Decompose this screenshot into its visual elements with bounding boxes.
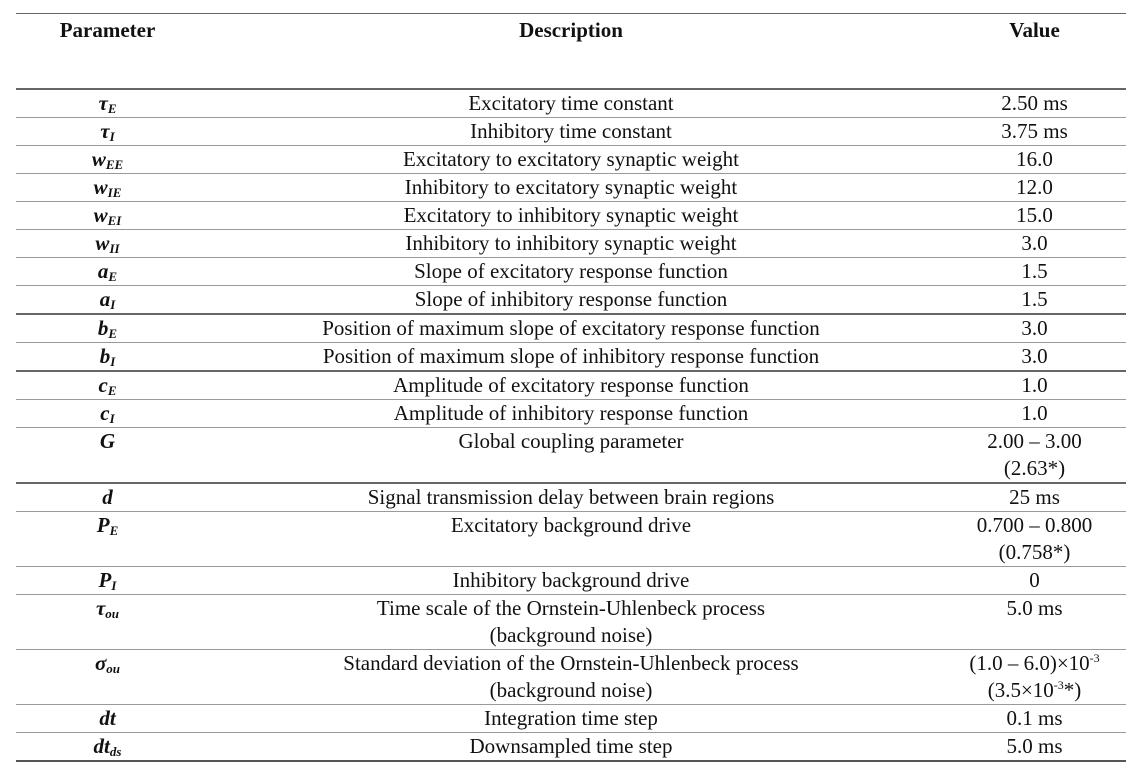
parameter-symbol [100,401,114,425]
value-cell [943,118,1126,146]
value-text: 3.0 [1021,231,1048,255]
parameter-cell [16,146,199,174]
description-text: Excitatory to inhibitory synaptic weight [403,203,739,227]
parameter-cell [16,371,199,400]
symbol-subscript: E [107,383,117,398]
value-text: 16.0 [1016,147,1053,171]
parameter-cell [16,705,199,733]
value-text: 2.00 – 3.00 [987,429,1082,453]
value-text: 2.50 ms [1001,91,1068,115]
value-cell [943,343,1126,372]
description-text: Inhibitory background drive [452,568,690,592]
value-cell [943,314,1126,343]
table-row [16,512,1126,567]
parameter-symbol [96,596,119,620]
parameter-cell [16,286,199,315]
value-cell [943,595,1126,650]
parameter-cell [16,118,199,146]
symbol-base: τ [98,91,108,115]
value-part: *) [1063,678,1082,702]
parameter-symbol [99,373,117,397]
value-cell [943,202,1126,230]
symbol-base: b [97,316,109,340]
description-cell [199,174,943,202]
value-text: 3.0 [1021,344,1048,368]
description-cell [199,258,943,286]
symbol-base: P [98,568,112,592]
description-cell [199,286,943,315]
parameter-symbol [100,429,115,453]
symbol-subscript: E [108,269,118,284]
parameter-cell [16,483,199,512]
description-text: Inhibitory time constant [470,119,672,143]
symbol-subscript: ou [106,661,121,676]
symbol-base: w [91,147,106,171]
parameter-symbol [95,651,120,675]
description-text: Position of maximum slope of inhibitory response function [322,344,820,368]
value-cell [943,400,1126,428]
parameter-cell [16,595,199,650]
parameter-symbol [94,175,122,199]
symbol-subscript: EI [107,213,122,228]
description-cell [199,371,943,400]
table-row [16,230,1126,258]
description-text: Position of maximum slope of excitatory response function [322,316,820,340]
symbol-subscript: I [109,129,115,144]
parameter-cell [16,343,199,372]
description-cell [199,202,943,230]
description-cell [199,89,943,118]
table-row [16,118,1126,146]
value-cell [943,174,1126,202]
description-cell [199,567,943,595]
value-text: 15.0 [1016,203,1053,227]
symbol-base: w [93,175,108,199]
table-row [16,258,1126,286]
description-text: Integration time step [484,706,658,730]
description-cell [199,146,943,174]
symbol-base: G [99,429,116,453]
parameter-symbol [94,203,122,227]
parameter-cell [16,733,199,762]
parameter-cell [16,174,199,202]
value-text: 0.1 ms [1006,706,1063,730]
parameter-symbol [102,485,113,509]
value-text: 25 ms [1009,485,1060,509]
description-text: Amplitude of excitatory response function [393,373,749,397]
symbol-subscript: I [110,297,116,312]
parameter-cell [16,428,199,484]
value-part: (3.5×10 [987,678,1054,702]
parameter-cell [16,650,199,705]
description-text: Inhibitory to excitatory synaptic weight [404,175,738,199]
value-cell [943,230,1126,258]
table-row [16,371,1126,400]
symbol-subscript: E [108,326,118,341]
value-cell [943,733,1126,762]
value-cell [943,371,1126,400]
table-row [16,650,1126,705]
symbol-base: d [102,485,113,509]
table-row [16,314,1126,343]
value-part: (1.0 – 6.0)×10 [969,651,1090,675]
description-cell [199,400,943,428]
parameter-cell [16,202,199,230]
symbol-subscript: IE [107,185,122,200]
symbol-base: dt [93,734,110,758]
value-cell [943,650,1126,705]
symbol-subscript: ds [109,744,122,759]
symbol-base: σ [94,651,107,675]
table-row [16,483,1126,512]
parameter-symbol [92,147,123,171]
parameter-symbol [100,287,116,311]
description-text: Downsampled time step [469,734,673,758]
description-text: Excitatory background drive [450,513,692,537]
description-cell [199,343,943,372]
description-cell [199,512,943,567]
value-cell [943,512,1126,567]
symbol-base: a [99,287,111,311]
symbol-subscript: EE [105,157,124,172]
parameter-symbol [94,734,122,758]
value-text: (2.63*) [1003,456,1066,480]
symbol-base: dt [99,706,116,730]
value-text [943,677,1126,704]
table-row [16,89,1126,118]
header-row [16,14,1126,90]
parameter-symbol [98,259,117,283]
description-text: Amplitude of inhibitory response function [393,401,749,425]
value-text: 3.75 ms [1001,119,1068,143]
value-text: 0.700 – 0.800 [976,513,1093,537]
symbol-base: w [95,231,110,255]
description-text: Standard deviation of the Ornstein-Uhlenbeck process [343,651,799,675]
description-cell [199,428,943,484]
symbol-base: a [97,259,109,283]
description-cell [199,483,943,512]
description-text: Excitatory to excitatory synaptic weight [403,147,739,171]
value-text [943,650,1126,677]
value-cell [943,483,1126,512]
table-row [16,343,1126,372]
description-text: Slope of inhibitory response function [414,287,728,311]
header-value: Value [943,14,1126,90]
value-text: 12.0 [1016,175,1053,199]
parameter-symbol [99,568,117,592]
table-row [16,428,1126,484]
value-exponent: -3 [1089,651,1100,665]
parameter-table [16,13,1126,762]
value-text: 1.5 [1021,259,1048,283]
value-cell [943,705,1126,733]
symbol-subscript: E [107,101,117,116]
value-text: 3.0 [1021,316,1048,340]
description-cell [199,595,943,650]
description-cell [199,314,943,343]
parameter-symbol [100,119,114,143]
description-cell [199,733,943,762]
description-text: Time scale of the Ornstein-Uhlenbeck process [376,596,766,620]
value-text: 1.0 [1021,401,1048,425]
symbol-subscript: ou [105,606,120,621]
value-text: 1.5 [1021,287,1048,311]
parameter-symbol [100,344,116,368]
symbol-subscript: II [109,241,120,256]
symbol-base: c [98,373,108,397]
table-row [16,286,1126,315]
symbol-base: w [93,203,108,227]
symbol-base: P [96,513,110,537]
value-text: 0 [1029,568,1040,592]
description-cell [199,230,943,258]
description-text: Slope of excitatory response function [414,259,728,283]
table-row [16,146,1126,174]
header-description: Description [199,14,943,90]
parameter-symbol [95,231,119,255]
parameter-cell [16,400,199,428]
value-cell [943,428,1126,484]
description-text: (background noise) [489,678,653,702]
value-text: 1.0 [1021,373,1048,397]
value-cell [943,258,1126,286]
table-row [16,733,1126,762]
value-cell [943,89,1126,118]
description-text: (background noise) [489,623,653,647]
description-cell [199,118,943,146]
parameter-cell [16,89,199,118]
description-text: Signal transmission delay between brain regions [367,485,775,509]
parameter-symbol [98,316,117,340]
parameter-symbol [99,91,117,115]
parameter-cell [16,567,199,595]
description-text: Inhibitory to inhibitory synaptic weight [405,231,737,255]
parameter-symbol [97,513,119,537]
value-text: (0.758*) [998,540,1071,564]
description-text: Excitatory time constant [468,91,674,115]
symbol-subscript: I [109,411,115,426]
symbol-subscript: E [109,523,119,538]
symbol-base: c [100,401,110,425]
value-text: 5.0 ms [1006,734,1063,758]
table-row [16,567,1126,595]
symbol-subscript: I [111,578,117,593]
symbol-subscript: I [110,354,116,369]
table-row [16,202,1126,230]
value-text: 5.0 ms [1006,596,1063,620]
table-row [16,174,1126,202]
value-cell [943,567,1126,595]
table-row [16,705,1126,733]
symbol-base: b [99,344,111,368]
parameter-cell [16,512,199,567]
table-row [16,595,1126,650]
parameter-cell [16,258,199,286]
table-body [16,89,1126,761]
value-cell [943,146,1126,174]
parameter-cell [16,314,199,343]
value-exponent: -3 [1053,678,1064,692]
description-cell [199,705,943,733]
value-cell [943,286,1126,315]
table-row [16,400,1126,428]
description-cell [199,650,943,705]
header-parameter: Parameter [16,14,199,90]
parameter-symbol [99,706,115,730]
symbol-base: τ [100,119,110,143]
parameter-cell [16,230,199,258]
symbol-base: τ [95,596,106,620]
description-text: Global coupling parameter [458,429,684,453]
